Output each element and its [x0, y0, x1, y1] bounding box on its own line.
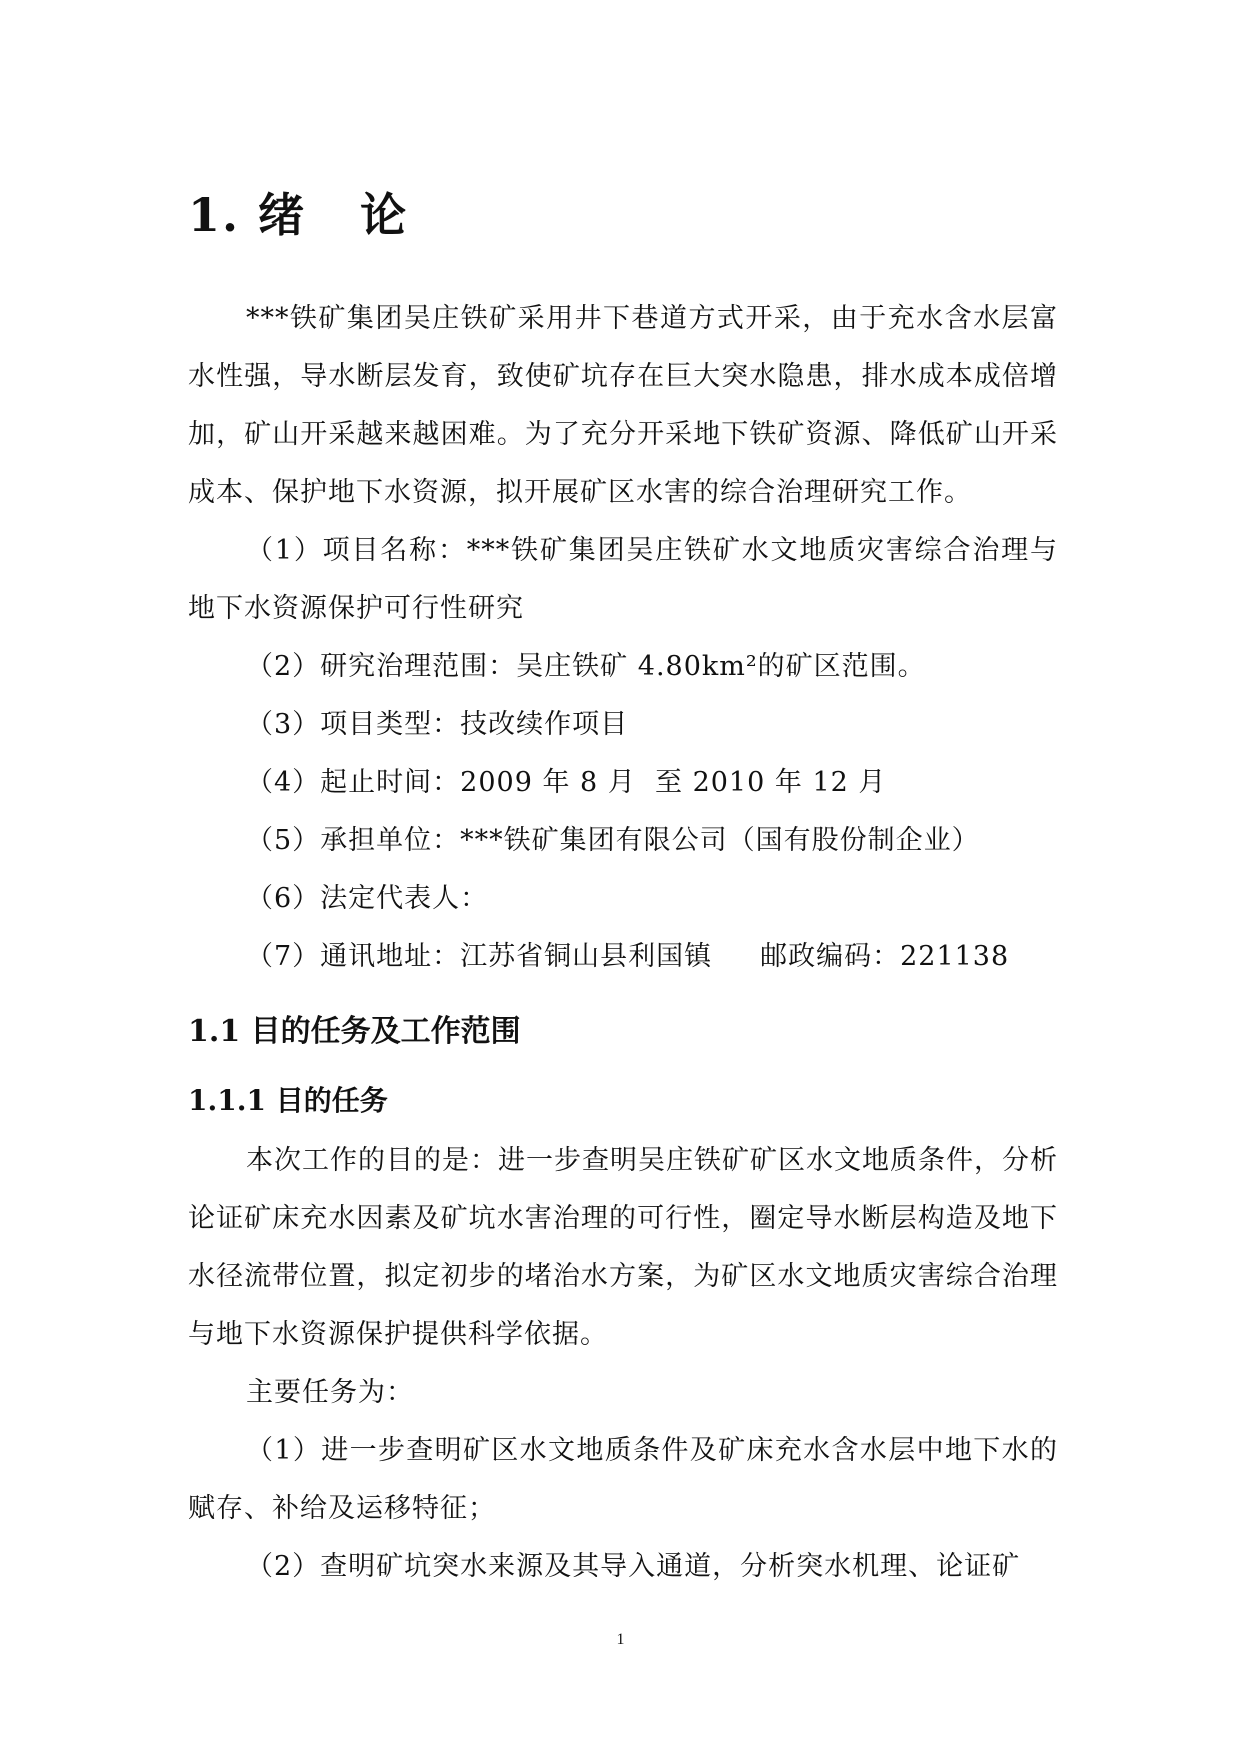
undertaking-unit-item: （5）承担单位：***铁矿集团有限公司（国有股份制企业） — [246, 825, 980, 856]
project-type-item: （3）项目类型：技改续作项目 — [246, 709, 629, 740]
legal-representative-item: （6）法定代表人： — [246, 883, 489, 914]
subsection-title-1-1-1: 1.1.1 目的任务 — [188, 1084, 388, 1117]
tasks-heading: 主要任务为： — [246, 1377, 414, 1408]
address-item: （7）通讯地址：江苏省铜山县利国镇 邮政编码：221138 — [246, 941, 1010, 972]
project-name-item: （1）项目名称：***铁矿集团吴庄铁矿水文地质灾害综合治理与地下水资源保护可行性研究 — [188, 535, 1058, 624]
page-content — [188, 180, 1058, 1596]
duration-item: （4）起止时间：2009 年 8 月 至 2010 年 12 月 — [246, 767, 887, 798]
task-item-1: （1）进一步查明矿区水文地质条件及矿床充水含水层中地下水的赋存、补给及运移特征； — [188, 1435, 1058, 1524]
purpose-paragraph: 本次工作的目的是：进一步查明吴庄铁矿矿区水文地质条件，分析论证矿床充水因素及矿坑水害治理的可行性，圈定导水断层构造及地下水径流带位置，拟定初步的堵治水方案，为矿区水文地质灾害综合治理与地下水资源保护提供科学依据。 — [188, 1145, 1058, 1350]
research-scope-item: （2）研究治理范围：吴庄铁矿 4.80km²的矿区范围。 — [246, 651, 926, 682]
section-title-1-1: 1.1 目的任务及工作范围 — [188, 1014, 521, 1049]
page-number: 1 — [616, 1631, 625, 1648]
chapter-title: 1. 绪 论 — [188, 188, 409, 242]
task-item-2: （2）查明矿坑突水来源及其导入通道，分析突水机理、论证矿 — [246, 1551, 1021, 1582]
intro-paragraph: ***铁矿集团吴庄铁矿采用井下巷道方式开采，由于充水含水层富水性强，导水断层发育，致使矿坑存在巨大突水隐患，排水成本成倍增加，矿山开采越来越困难。为了充分开采地下铁矿资源、降低矿山开采成本、保护地下水资源，拟开展矿区水害的综合治理研究工作。 — [188, 303, 1058, 508]
